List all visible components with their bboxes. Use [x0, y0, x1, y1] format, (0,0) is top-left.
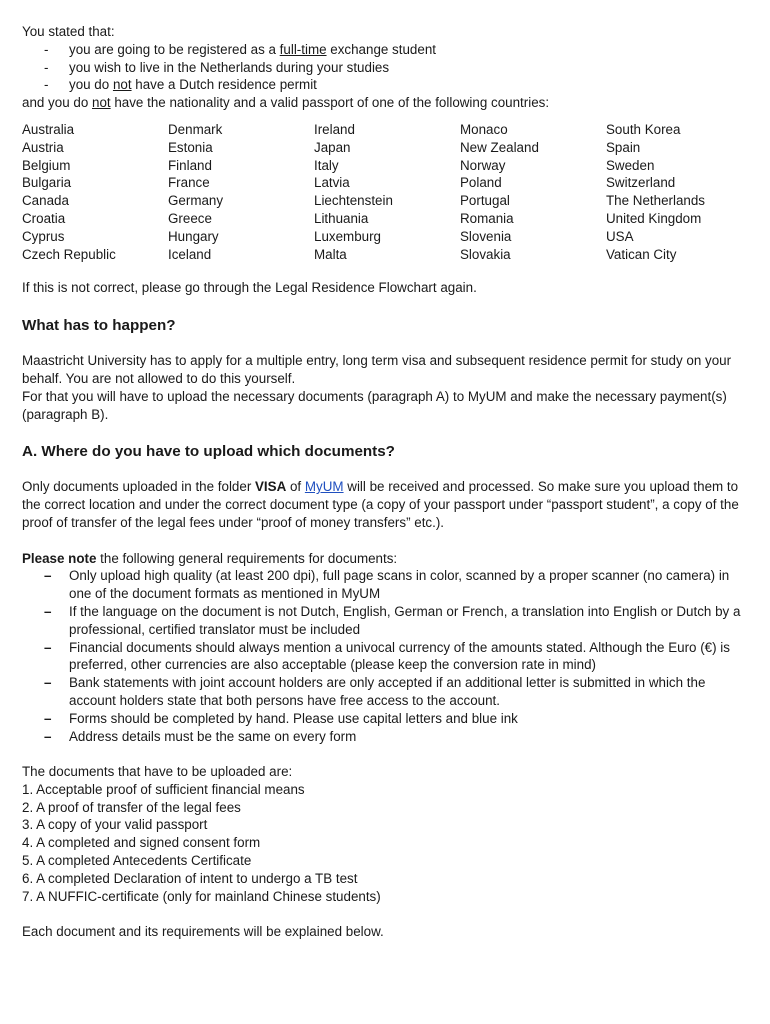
please-note: Please note the following general requirements for documents:	[22, 550, 398, 566]
requirement-item: – Address details must be the same on every form	[22, 728, 752, 746]
country: Latvia	[314, 175, 350, 191]
requirement-item: – Only upload high quality (at least 200 dpi), full page scans in color, scanned by a proper scanner (no camera) in one of the document formats as mentioned in MyUM	[22, 567, 752, 603]
country: Liechtenstein	[314, 193, 393, 209]
stated-item-permit: - you do not have a Dutch residence permit	[22, 76, 752, 94]
country: Ireland	[314, 121, 355, 137]
country: Italy	[314, 157, 339, 173]
country: United Kingdom	[606, 210, 702, 226]
myum-link[interactable]: MyUM	[304, 479, 344, 495]
country: Germany	[168, 193, 224, 209]
country: USA	[606, 228, 634, 244]
country: New Zealand	[460, 139, 539, 155]
section-a-heading: A. Where do you have to upload which documents?	[22, 443, 395, 461]
stated-item-live: - you wish to live in the Netherlands during your studies	[22, 59, 752, 77]
country: Cyprus	[22, 228, 65, 244]
documents-intro: The documents that have to be uploaded are:	[22, 764, 293, 780]
country: Norway	[460, 157, 506, 173]
requirement-item: – Bank statements with joint account holders are only accepted if an additional letter is submitted in which the account holders state that both persons have free access to the account.	[22, 674, 752, 710]
requirement-item: – If the language on the document is not Dutch, English, German or French, a translation into English or Dutch by a professional, certified translator must be included	[22, 603, 752, 639]
country: Iceland	[168, 246, 212, 262]
nationality-statement: and you do not have the nationality and a valid passport of one of the following countries:	[22, 95, 550, 111]
stated-list	[22, 41, 752, 94]
country: Australia	[22, 121, 75, 137]
country: Slovakia	[460, 246, 511, 262]
country: Switzerland	[606, 175, 676, 191]
country: Poland	[460, 175, 502, 191]
country: The Netherlands	[606, 193, 705, 209]
what-paragraph-1: Maastricht University has to apply for a multiple entry, long term visa and subsequent residence permit for study on your behalf. You are not allowed to do this yourself.	[22, 353, 732, 386]
country: France	[168, 175, 210, 191]
document-item: 5. A completed Antecedents Certificate	[22, 853, 252, 869]
country: Greece	[168, 210, 212, 226]
flowchart-note: If this is not correct, please go through the Legal Residence Flowchart again.	[22, 280, 477, 296]
document-item: 3. A copy of your valid passport	[22, 817, 208, 833]
document-item: 1. Acceptable proof of sufficient financial means	[22, 781, 305, 797]
country: Malta	[314, 246, 347, 262]
requirements-list	[22, 567, 752, 745]
country: Japan	[314, 139, 351, 155]
stated-item-fulltime: - you are going to be registered as a full-time exchange student	[22, 41, 752, 59]
country-column	[168, 121, 314, 263]
what-paragraph-2: For that you will have to upload the necessary documents (paragraph A) to MyUM and make the necessary payment(s) (paragraph B).	[22, 388, 727, 422]
country: South Korea	[606, 121, 681, 137]
document-item: 2. A proof of transfer of the legal fees	[22, 799, 241, 815]
country: Vatican City	[606, 246, 677, 262]
country: Croatia	[22, 210, 66, 226]
document-item: 7. A NUFFIC-certificate (only for mainland Chinese students)	[22, 888, 381, 904]
document-item: 6. A completed Declaration of intent to undergo a TB test	[22, 870, 358, 886]
document-page	[22, 23, 752, 941]
country: Sweden	[606, 157, 655, 173]
country: Slovenia	[460, 228, 512, 244]
stated-label: You stated that:	[22, 24, 115, 39]
what-heading: What has to happen?	[22, 317, 176, 335]
document-item: 4. A completed and signed consent form	[22, 835, 261, 851]
closing-line: Each document and its requirements will be explained below.	[22, 924, 384, 940]
country: Lithuania	[314, 210, 369, 226]
country: Estonia	[168, 139, 213, 155]
country-column	[460, 121, 606, 263]
country-column	[314, 121, 460, 263]
country: Luxemburg	[314, 228, 381, 244]
country: Denmark	[168, 121, 223, 137]
country: Bulgaria	[22, 175, 72, 191]
requirement-item: – Forms should be completed by hand. Please use capital letters and blue ink	[22, 710, 752, 728]
country: Belgium	[22, 157, 71, 173]
country: Hungary	[168, 228, 219, 244]
country: Austria	[22, 139, 64, 155]
country: Romania	[460, 210, 514, 226]
country: Finland	[168, 157, 212, 173]
section-a-paragraph: Only documents uploaded in the folder VISA of MyUM will be received and processed. So make sure you upload them to the correct location and under the correct document type (a copy of your passport under “passport student”, a copy of the proof of transfer of the legal fees under “proof of money transfers” etc.).	[22, 479, 739, 530]
requirement-item: – Financial documents should always mention a univocal currency of the amounts stated. Although the Euro (€) is preferred, other currencies are also acceptable (please keep the conversion rate in mind)	[22, 639, 752, 675]
country: Canada	[22, 193, 69, 209]
country-column	[606, 121, 752, 263]
documents-list	[22, 781, 752, 906]
country: Monaco	[460, 121, 508, 137]
country-table	[22, 121, 752, 263]
country-column	[22, 121, 168, 263]
country: Spain	[606, 139, 641, 155]
country: Czech Republic	[22, 246, 116, 262]
country: Portugal	[460, 193, 510, 209]
